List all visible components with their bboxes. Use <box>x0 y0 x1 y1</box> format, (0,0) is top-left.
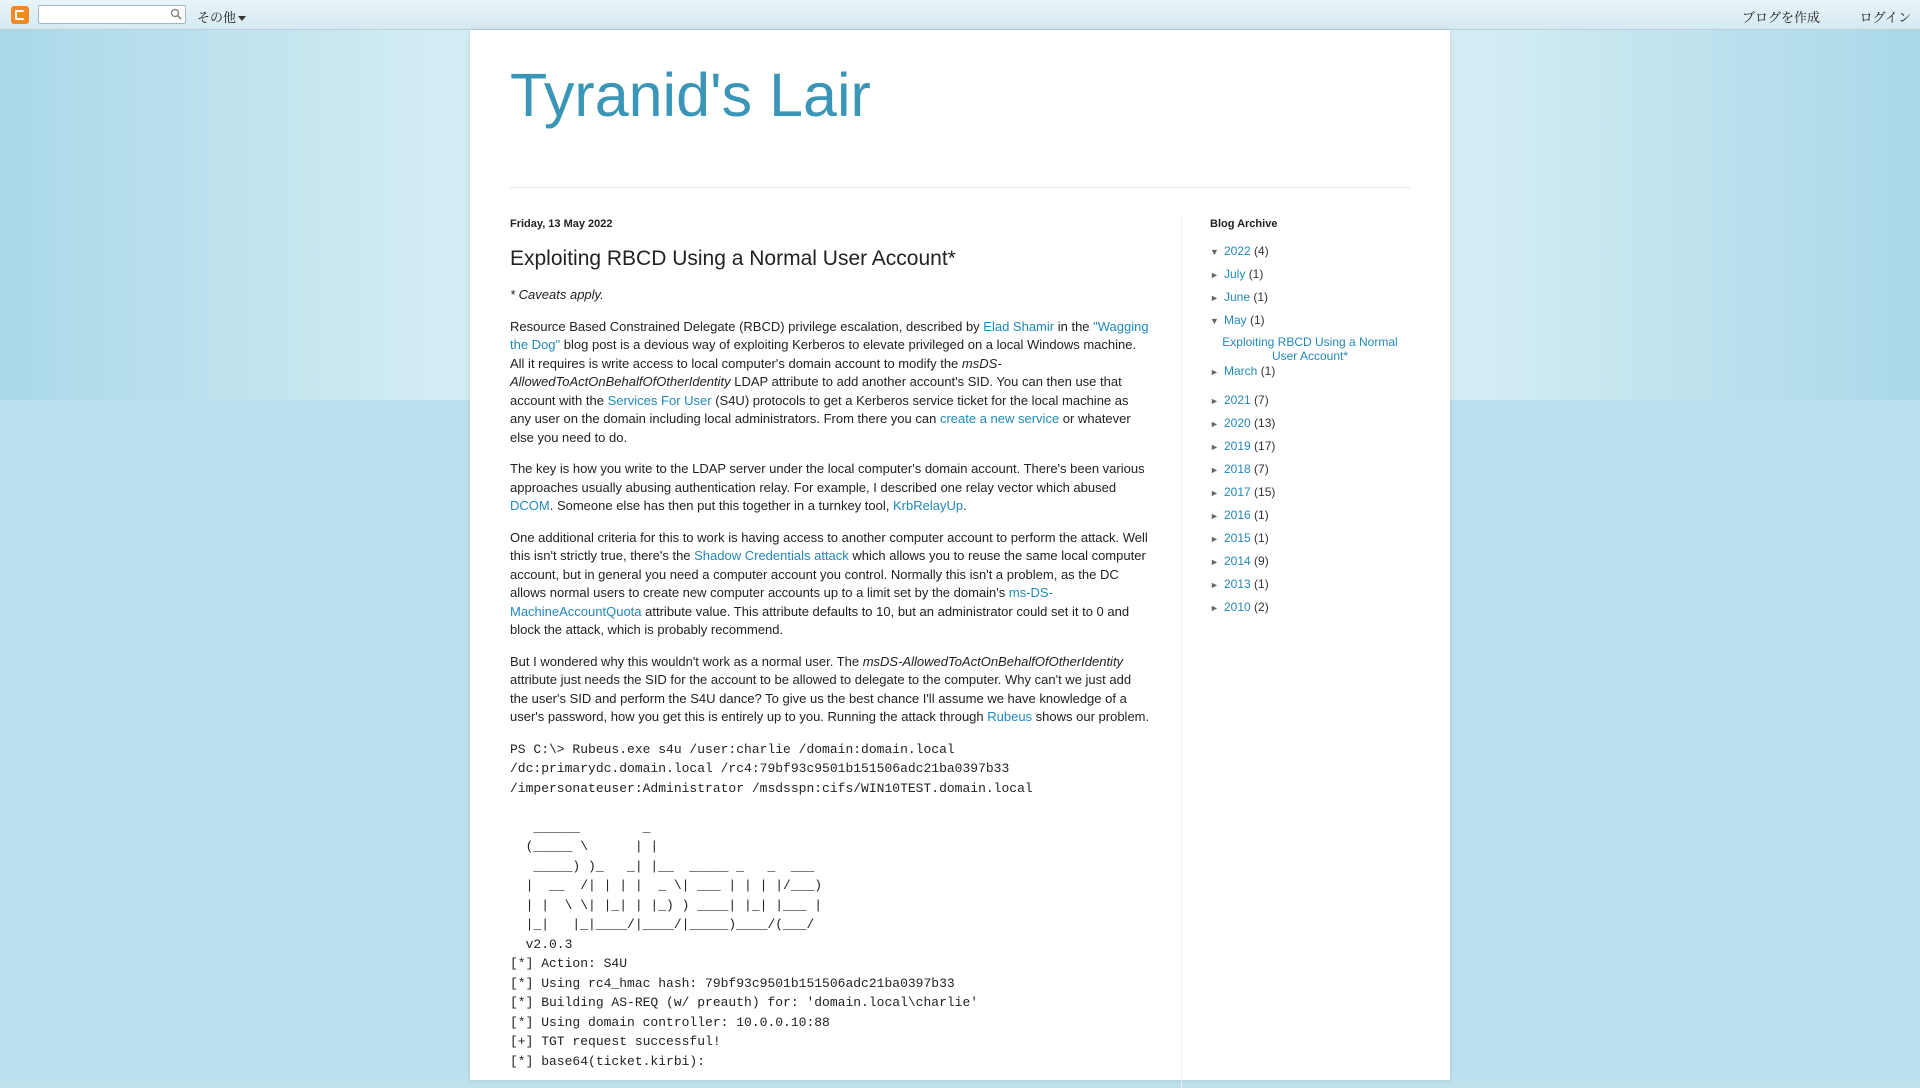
italic-attribute: msDS-AllowedToActOnBehalfOfOtherIdentity <box>510 355 1002 389</box>
expand-toggle-icon[interactable]: ► <box>1210 488 1219 498</box>
archive-month-link[interactable]: June <box>1224 290 1251 304</box>
archive-month-link[interactable]: March <box>1224 364 1258 378</box>
archive-month-june <box>1210 289 1410 312</box>
text-span: The key is how you write to the LDAP server under the local computer's domain account. There's been various approaches usually abusing authentication relay. For example, I described one relay vector which abused <box>510 461 1145 495</box>
search-icon[interactable] <box>170 8 182 20</box>
archive-month-link[interactable]: July <box>1224 267 1246 281</box>
expand-toggle-icon[interactable]: ► <box>1210 442 1219 452</box>
italic-attribute: msDS-AllowedToActOnBehalfOfOtherIdentity <box>862 653 1124 669</box>
archive-count: (1) <box>1253 290 1269 304</box>
link-shadow-credentials[interactable]: Shadow Credentials attack <box>694 548 849 563</box>
archive-year-link[interactable]: 2015 <box>1224 531 1251 545</box>
archive-year-2020 <box>1210 415 1410 438</box>
link-services-for-user[interactable]: Services For User <box>607 392 712 408</box>
post-paragraph-2 <box>510 460 1150 516</box>
more-menu-label: その他 <box>197 10 237 25</box>
archive-count: (1) <box>1254 531 1269 545</box>
archive-count: (17) <box>1254 439 1276 453</box>
post-title[interactable]: Exploiting RBCD Using a Normal User Account* <box>510 247 956 270</box>
expand-toggle-icon[interactable]: ► <box>1210 293 1219 303</box>
archive-year-2022 <box>1210 243 1410 266</box>
archive-year-link[interactable]: 2020 <box>1224 416 1251 430</box>
archive-list <box>1210 243 1410 622</box>
post-date: Friday, 13 May 2022 <box>510 218 613 230</box>
create-blog-link[interactable]: ブログを作成 <box>1741 10 1820 25</box>
archive-year-2021 <box>1210 392 1410 415</box>
archive-count: (15) <box>1254 485 1276 499</box>
archive-year-link[interactable]: 2014 <box>1224 554 1251 568</box>
text-span: or whatever else you need to do. <box>510 411 1131 445</box>
text-span: attribute just needs the SID for the account to be allowed to delegate to the computer. Why can't we just add the user's SID and perform the S4U dance? To give us the best chance I'll assume we have knowledge of a user's password, how you get this is entirely up to you. Running the attack through <box>510 672 1132 724</box>
archive-month-july <box>1210 266 1410 289</box>
archive-year-link[interactable]: 2010 <box>1224 600 1251 614</box>
archive-year-2015 <box>1210 530 1410 553</box>
caret-down-icon <box>238 16 246 21</box>
text-span: which allows you to reuse the same local computer account, but in general you need a computer account you control. Normally this isn't a problem, as the DC allows normal users to create new computer accounts up to a limit set by the domain's <box>510 548 1146 600</box>
archive-count: (1) <box>1248 267 1264 281</box>
expand-toggle-icon[interactable]: ► <box>1210 557 1219 567</box>
expand-toggle-icon[interactable]: ► <box>1210 367 1219 377</box>
code-block: PS C:\> Rubeus.exe s4u /user:charlie /domain:domain.local /dc:primarydc.domain.local /rc4:79bf93c9501b151506adc21ba0397b33 /impersonateuser:Administrator /msdsspn:cifs/WIN10TEST.domain.local ______ _ (_____ \ | | _____) )_ _| |__ _____ _ _ ___ | __ /| | | | _ \| ___ | | | |/___) | | \ \| |_| | |_) ) ____| |_| |___ | |_| |_|____/|____/|_____)____/(___/ v2.0.3 [*] Action: S4U [*] Using rc4_hmac hash: 79bf93c9501b151506adc21ba0397b33 [*] Building AS-REQ (w/ preauth) for: 'domain.local\charlie' [*] Using domain controller: 10.0.0.10:88 [+] TGT request successful! [*] base64(ticket.kirbi): <box>510 741 1033 1069</box>
post-caveat <box>510 286 1150 305</box>
archive-year-2014 <box>1210 553 1410 576</box>
archive-month-link[interactable]: May <box>1224 313 1247 327</box>
collapse-toggle-icon[interactable]: ▼ <box>1210 247 1219 257</box>
archive-month-may <box>1210 312 1410 335</box>
link-create-new-service[interactable]: create a new service <box>939 411 1060 426</box>
post-paragraph-1 <box>510 318 1150 448</box>
expand-toggle-icon[interactable]: ► <box>1210 603 1219 613</box>
expand-toggle-icon[interactable]: ► <box>1210 270 1219 280</box>
archive-count: (1) <box>1254 508 1269 522</box>
expand-toggle-icon[interactable]: ► <box>1210 419 1219 429</box>
text-span: in the <box>1054 318 1094 334</box>
text-span: . Someone else has then put this together in a turnkey tool, <box>549 498 893 513</box>
blog-title[interactable]: Tyranid's Lair <box>510 61 871 129</box>
text-span: LDAP attribute to add another account's SID. You can then use that account with the <box>510 374 1122 408</box>
archive-year-2013 <box>1210 576 1410 599</box>
text-span: attribute value. This attribute defaults to 10, but an administrator could set it to 0 and block the attack, which is probably recommend. <box>510 603 1130 637</box>
expand-toggle-icon[interactable]: ► <box>1210 511 1219 521</box>
archive-post-link[interactable]: Exploiting RBCD Using a Normal User Account* <box>1222 335 1398 363</box>
expand-toggle-icon[interactable]: ► <box>1210 534 1219 544</box>
archive-year-link[interactable]: 2016 <box>1224 508 1251 522</box>
link-krbrelayup[interactable]: KrbRelayUp <box>893 498 964 513</box>
archive-year-link[interactable]: 2018 <box>1224 462 1251 476</box>
archive-count: (7) <box>1254 393 1269 407</box>
search-input[interactable] <box>38 5 186 24</box>
post-paragraph-4 <box>510 653 1150 727</box>
link-rubeus[interactable]: Rubeus <box>987 709 1033 724</box>
text-span: One additional criteria for this to work is having access to another computer account to perform the attack. Well this isn't strictly true, there's the <box>510 529 1148 563</box>
text-span: Resource Based Constrained Delegate (RBCD) privilege escalation, described by <box>510 318 984 334</box>
archive-year-link[interactable]: 2019 <box>1224 439 1251 453</box>
archive-post-item <box>1210 335 1410 363</box>
archive-count: (7) <box>1254 462 1269 476</box>
blogger-navbar <box>0 0 1920 30</box>
text-span: (S4U) protocols to get a Kerberos service ticket for the local machine as any user on the domain including local administrators. From there you can <box>510 392 1129 426</box>
post-paragraph-3 <box>510 529 1150 640</box>
archive-year-2018 <box>1210 461 1410 484</box>
caveat-text: * Caveats apply. <box>510 287 604 302</box>
text-span: blog post is a devious way of exploiting Kerberos to elevate privileged on a local Windows machine. All it requires is write access to local computer's domain account to modify the <box>510 337 1137 371</box>
archive-count: (4) <box>1254 244 1269 258</box>
more-menu-button[interactable] <box>197 7 246 26</box>
login-link[interactable]: ログイン <box>1859 10 1911 25</box>
archive-count: (13) <box>1254 416 1276 430</box>
link-elad-shamir[interactable]: Elad Shamir <box>983 318 1055 334</box>
archive-year-2016 <box>1210 507 1410 530</box>
archive-year-link[interactable]: 2017 <box>1224 485 1251 499</box>
archive-year-2017 <box>1210 484 1410 507</box>
archive-year-link[interactable]: 2021 <box>1224 393 1251 407</box>
header-divider <box>510 187 1410 188</box>
content-page <box>470 30 1450 1080</box>
sidebar <box>1210 218 1410 622</box>
column-divider <box>1181 218 1182 1088</box>
archive-count: (2) <box>1254 600 1269 614</box>
text-span: . <box>963 498 967 513</box>
archive-count: (1) <box>1250 313 1265 327</box>
link-machine-account-quota[interactable]: ms-DS-MachineAccountQuota <box>510 585 1053 619</box>
archive-count: (1) <box>1260 364 1276 378</box>
main-column <box>510 218 1150 1071</box>
archive-count: (9) <box>1254 554 1269 568</box>
archive-count: (1) <box>1254 577 1269 591</box>
expand-toggle-icon[interactable]: ► <box>1210 396 1219 406</box>
expand-toggle-icon[interactable]: ► <box>1210 580 1219 590</box>
link-wagging-the-dog[interactable]: "Wagging the Dog" <box>510 318 1149 352</box>
text-span: shows our problem. <box>1032 709 1150 724</box>
archive-year-link[interactable]: 2022 <box>1224 244 1251 258</box>
collapse-toggle-icon[interactable]: ▼ <box>1210 316 1219 326</box>
text-span: But I wondered why this wouldn't work as a normal user. The <box>510 653 863 669</box>
archive-year-link[interactable]: 2013 <box>1224 577 1251 591</box>
archive-year-2019 <box>1210 438 1410 461</box>
archive-month-march <box>1210 363 1410 386</box>
archive-year-2010 <box>1210 599 1410 622</box>
blogger-logo-icon[interactable] <box>11 6 29 24</box>
blog-archive-title: Blog Archive <box>1210 218 1278 230</box>
link-dcom[interactable]: DCOM <box>510 498 550 513</box>
expand-toggle-icon[interactable]: ► <box>1210 465 1219 475</box>
